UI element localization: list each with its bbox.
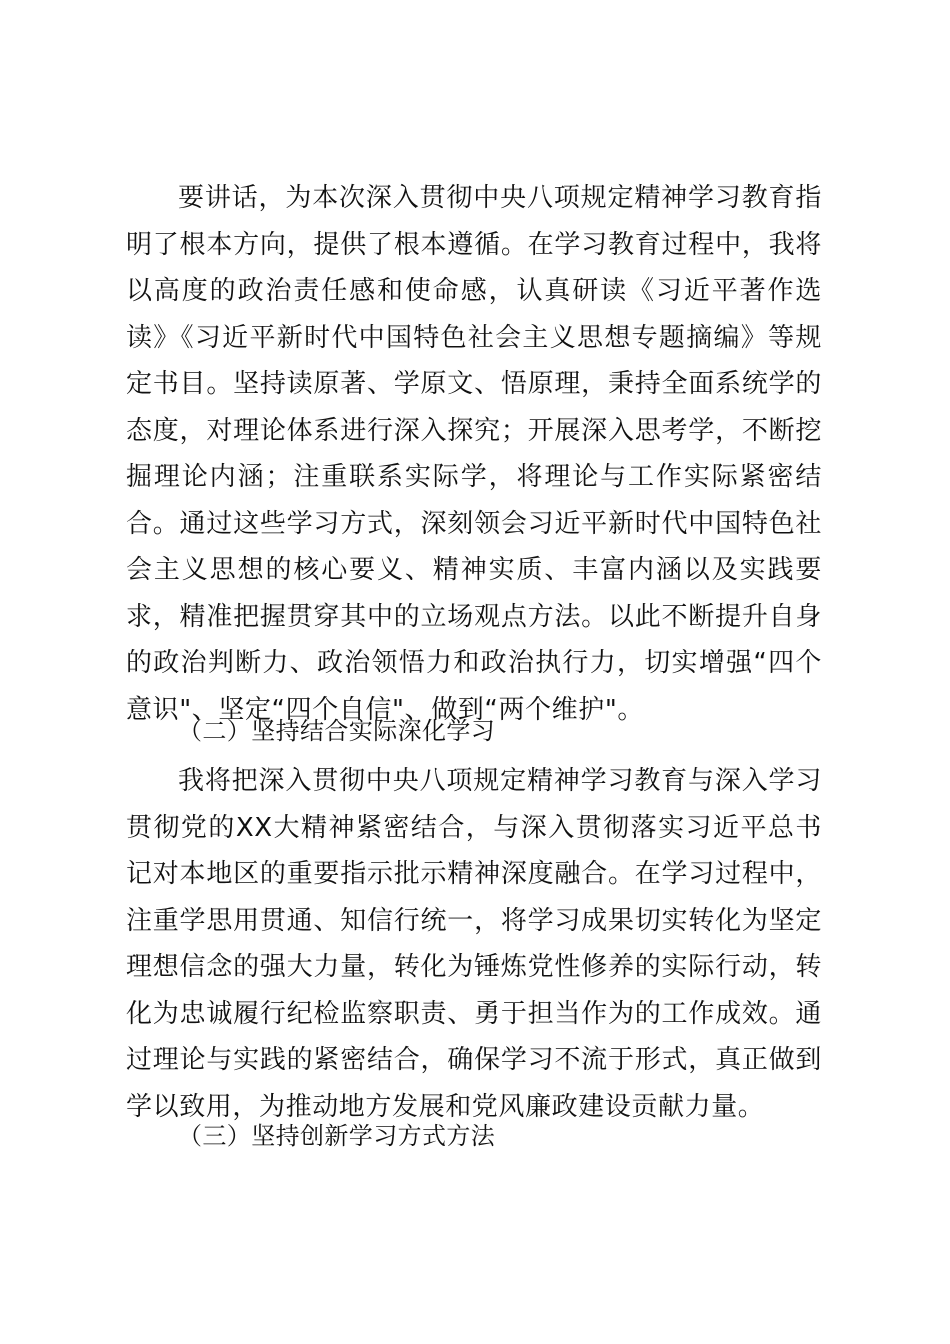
section-heading-3: （三）坚持创新学习方式方法: [178, 1122, 496, 1150]
body-paragraph-continued: [126, 175, 822, 733]
paragraph-text: 我将把深入贯彻中央八项规定精神学习教育与深入学习贯彻党的XX大精神紧密结合，与深入贯彻落实习近平总书记对本地区的重要指示批示精神深度融合。在学习过程中，注重学思用贯通、知信行统一，将学习成果切实转化为坚定理想信念的强大力量，转化为锤炼党性修养的实际行动，转化为忠诚履行纪检监察职责、勇于担当作为的工作成效。通过理论与实践的紧密结合，确保学习不流于形式，真正做到学以致用，为推动地方发展和党风廉政建设贡献力量。: [126, 766, 822, 1122]
body-paragraph-2: [126, 758, 822, 1130]
paragraph-text: 要讲话，为本次深入贯彻中央八项规定精神学习教育指明了根本方向，提供了根本遵循。在学习教育过程中，我将以高度的政治责任感和使命感，认真研读《习近平著作选读》《习近平新时代中国特色社会主义思想专题摘编》等规定书目。坚持读原著、学原文、悟原理，秉持全面系统学的态度，对理论体系进行深入探究；开展深入思考学，不断挖掘理论内涵；注重联系实际学，将理论与工作实际紧密结合。通过这些学习方式，深刻领会习近平新时代中国特色社会主义思想的核心要义、精神实质、丰富内涵以及实践要求，精准把握贯穿其中的立场观点方法。以此不断提升自身的政治判断力、政治领悟力和政治执行力，切实增强“四个意识"、坚定“四个自信"、做到“两个维护"。: [126, 183, 822, 725]
section-heading-2: （二）坚持结合实际深化学习: [178, 717, 496, 745]
